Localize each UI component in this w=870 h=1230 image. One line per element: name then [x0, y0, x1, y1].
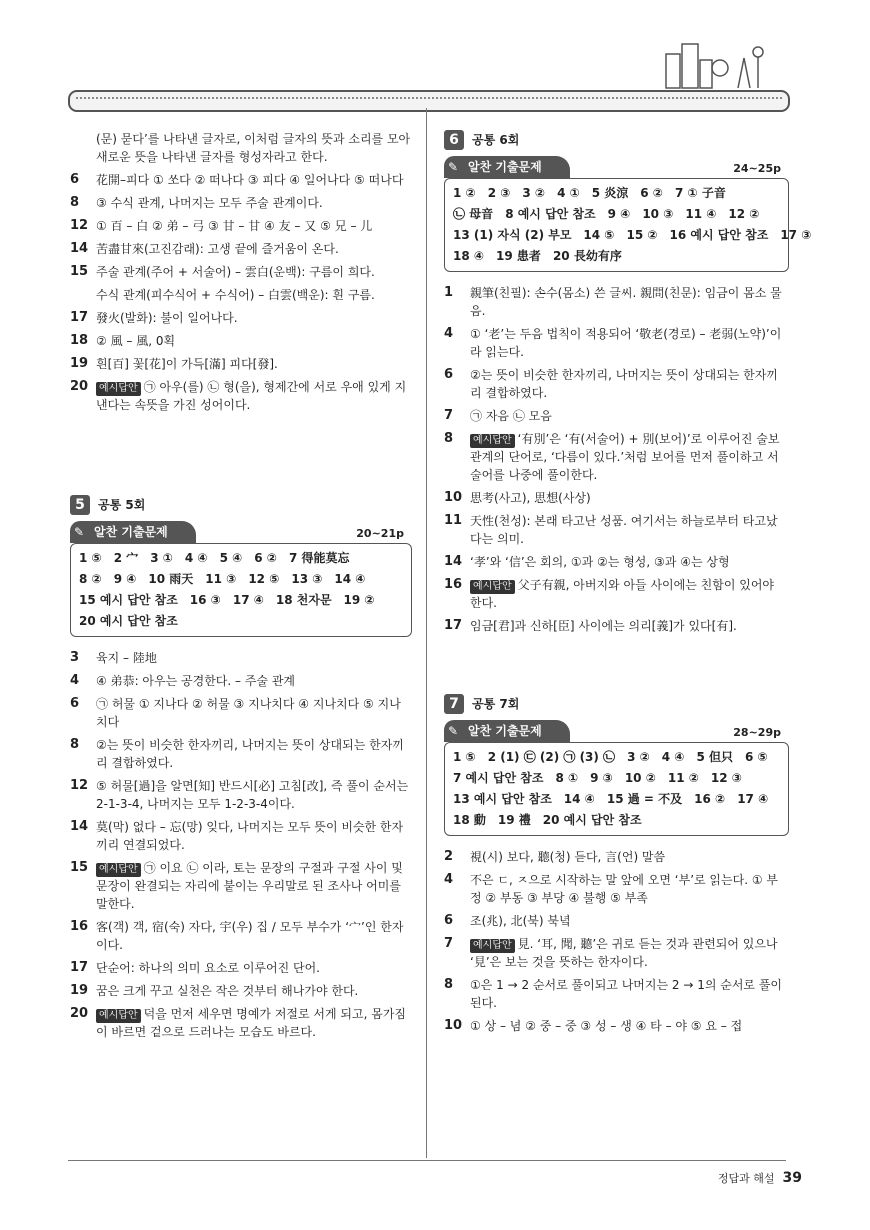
pencil-icon: ✎ — [448, 160, 459, 174]
answer-key-cell: 14 ④ — [563, 792, 595, 806]
answer-item: 12 ⑤ 허물[過]을 알면[知] 반드시[必] 고침[改], 즉 풀이 순서는 2-1-3-4, 나머지는 모두 1-2-3-4이다. — [70, 778, 409, 811]
answer-item: 6 ㉠ 허물 ① 지나다 ② 허물 ③ 지나치다 ④ 지나치다 ⑤ 지나치다 — [70, 696, 401, 729]
right-column — [444, 130, 812, 1040]
answer-key-cell: 15 ② — [626, 228, 658, 242]
answer-key-cell: 12 ⑤ — [248, 572, 280, 586]
answer-key-cell: 3 ② — [627, 750, 650, 764]
answer-key-cell: 16 ② — [694, 792, 726, 806]
answer-key-box — [444, 742, 789, 836]
section7-items — [444, 848, 789, 1035]
answer-item: 14 莫(막) 없다 – 忘(망) 잊다, 나머지는 모두 뜻이 비슷한 한자끼리 연결되었다. — [70, 819, 404, 852]
section-number: 7 — [444, 694, 464, 714]
page-number: 39 — [782, 1170, 802, 1186]
answer-item: 19 꿈은 크게 꾸고 실천은 작은 것부터 해나가야 한다. — [70, 983, 359, 998]
answer-box-tab: ✎ 알찬 기출문제 — [444, 156, 570, 178]
answer-item: 6 花開–피다 ① 쏘다 ② 떠나다 ③ 피다 ④ 일어나다 ⑤ 떠나다 — [70, 172, 404, 187]
answer-key-cell: 15 過 = 不及 — [606, 792, 683, 806]
answer-key-row — [79, 569, 403, 590]
section-label: 공통 7회 — [472, 697, 520, 711]
answer-box-header — [444, 720, 789, 742]
answer-key-box — [444, 178, 812, 272]
answer-key-row — [453, 768, 780, 789]
page-range: 24~25p — [733, 162, 781, 175]
answer-item: 11 天性(천성): 본래 타고난 성품. 여기서는 하늘로부터 타고났다는 의미. — [444, 513, 778, 546]
answer-key-cell: 17 ④ — [737, 792, 769, 806]
page-range: 28~29p — [733, 726, 781, 739]
section-label: 공통 5회 — [98, 498, 146, 512]
answer-key-cell: 5 ④ — [219, 551, 243, 565]
section-number: 6 — [444, 130, 464, 150]
item-continuation: 수식 관계(피수식어 + 수식어) – 白雲(백운): 흰 구름. — [96, 288, 375, 302]
example-answer-badge: 예시답안 — [470, 939, 515, 953]
answer-key-cell: 18 動 — [453, 813, 486, 827]
section5-items — [70, 649, 412, 1041]
answer-key-cell: 20 예시 답안 참조 — [542, 813, 642, 827]
answer-item: 16 예시답안 父子有親, 아버지와 아들 사이에는 친함이 있어야 한다. — [444, 577, 775, 610]
intro-text: (문) 묻다’를 나타낸 글자로, 이처럼 글자의 뜻과 소리를 모아 새로운 뜻을 나타낸 글자를 형성자라고 한다. — [96, 132, 411, 164]
answer-key-cell: 20 長幼有序 — [552, 249, 622, 263]
answer-key-cell: 1 ② — [453, 186, 476, 200]
answer-key-cell: 18 ④ — [453, 249, 485, 263]
answer-key-cell: 16 ③ — [189, 593, 221, 607]
answer-key-row — [79, 611, 403, 632]
answer-item: 14 ‘孝’와 ‘信’은 회의, ①과 ②는 형성, ③과 ④는 상형 — [444, 554, 730, 569]
section-title — [444, 130, 789, 150]
answer-key-cell: 7 예시 답안 참조 — [453, 771, 544, 785]
answer-key-cell: 1 ⑤ — [453, 750, 476, 764]
answer-key-cell: 9 ③ — [590, 771, 613, 785]
footer-label: 정답과 해설 — [717, 1172, 775, 1185]
example-answer-badge: 예시답안 — [96, 863, 141, 877]
answer-key-cell: 14 ④ — [334, 572, 366, 586]
answer-key-cell: 2 ③ — [487, 186, 511, 200]
section-label: 공통 6회 — [472, 133, 520, 147]
answer-key-cell: 15 예시 답안 참조 — [79, 593, 178, 607]
answer-box-tab: ✎ 알찬 기출문제 — [444, 720, 570, 742]
answer-key-cell: 3 ① — [150, 551, 173, 565]
section-title — [70, 495, 412, 515]
section6-items — [444, 284, 789, 635]
answer-item: 12 ① 百 – 白 ② 弟 – 弓 ③ 甘 – 甘 ④ 友 – 又 ⑤ 兄 – 儿 — [70, 218, 373, 233]
answer-key-cell: 8 ① — [555, 771, 579, 785]
answer-key-cell: 6 ② — [640, 186, 663, 200]
answer-key-cell: 17 ④ — [232, 593, 264, 607]
answer-item: 8 ①은 1 → 2 순서로 풀이되고 나머지는 2 → 1의 순서로 풀이된다. — [444, 977, 783, 1010]
answer-item: 4 ① ‘老’는 두음 법칙이 적용되어 ‘敬老(경로) – 老弱(노약)’이라 읽는다. — [444, 326, 782, 359]
answer-key-row — [453, 789, 780, 810]
answer-key-cell: 4 ④ — [184, 551, 208, 565]
answer-key-cell: 8 ② — [79, 572, 102, 586]
answer-key-row — [79, 590, 403, 611]
answer-key-cell: 18 천자문 — [275, 593, 332, 607]
answer-key-cell: 11 ④ — [685, 207, 717, 221]
answer-box-header — [70, 521, 412, 543]
answer-key-cell: 9 ④ — [113, 572, 137, 586]
answer-key-cell: 10 ③ — [642, 207, 674, 221]
answer-key-row — [453, 183, 780, 204]
answer-item: 4 ④ 弟恭: 아우는 공경한다. – 주술 관계 — [70, 673, 296, 688]
answer-key-cell: 6 ② — [254, 551, 277, 565]
answer-item: 10 ① 상 – 념 ② 중 – 중 ③ 성 – 생 ④ 타 – 야 ⑤ 요 – 접 — [444, 1018, 743, 1033]
answer-item: 17 發火(발화): 불이 일어나다. — [70, 310, 238, 325]
answer-item: 3 육지 – 陸地 — [70, 650, 157, 665]
answer-item: 4 不은 ㄷ, ㅈ으로 시작하는 말 앞에 오면 ‘부’로 읽는다. ① 부정 ② 부동 ③ 부당 ④ 불행 ⑤ 부족 — [444, 872, 779, 905]
answer-key-cell: 10 ② — [624, 771, 656, 785]
answer-key-cell: 4 ① — [557, 186, 580, 200]
footer — [718, 1170, 802, 1186]
example-answer-badge: 예시답안 — [470, 434, 515, 448]
section-title — [444, 694, 789, 714]
section4-items — [70, 171, 412, 373]
answer-item: 17 단순어: 하나의 의미 요소로 이루어진 단어. — [70, 960, 320, 975]
answer-key-row — [79, 548, 403, 569]
answer-key-row — [453, 225, 812, 246]
answer-key-cell: 6 ⑤ — [744, 750, 768, 764]
answer-item: 10 思考(사고), 思想(사상) — [444, 490, 591, 505]
section-number: 5 — [70, 495, 90, 515]
answer-key-box — [70, 543, 412, 637]
answer-item: 6 조(兆), 北(북) 북녘 — [444, 913, 571, 928]
answer-key-cell: 12 ② — [728, 207, 760, 221]
answer-key-cell: 3 ② — [522, 186, 546, 200]
answer-key-cell: 17 ③ — [780, 228, 812, 242]
pencil-icon: ✎ — [74, 525, 85, 539]
answer-key-row — [453, 810, 780, 831]
header-band — [68, 90, 790, 112]
answer-key-cell: 10 雨天 — [148, 572, 194, 586]
answer-key-cell: 13 ③ — [291, 572, 323, 586]
answer-key-cell: 11 ② — [667, 771, 699, 785]
answer-key-row — [453, 747, 780, 768]
answer-item: 16 客(객) 객, 宿(숙) 자다, 宇(우) 집 / 모두 부수가 ‘宀’인 한자이다. — [70, 919, 404, 952]
page-range: 20~21p — [356, 527, 404, 540]
answer-key-cell: 5 炎涼 — [591, 186, 629, 200]
answer-key-cell: 13 예시 답안 참조 — [453, 792, 552, 806]
answer-box-header — [444, 156, 789, 178]
answer-item: 15 주술 관계(주어 + 서술어) – 雲白(운백): 구름이 희다. — [70, 264, 375, 279]
left-column — [70, 130, 412, 1046]
answer-key-cell: 14 ⑤ — [583, 228, 615, 242]
answer-key-cell: 9 ④ — [607, 207, 631, 221]
answer-item: 14 苦盡甘來(고진감래): 고생 끝에 즐거움이 온다. — [70, 241, 339, 256]
pencil-icon: ✎ — [448, 724, 459, 738]
answer-key-cell: ㉡ 母音 — [453, 207, 494, 221]
answer-item: 15 예시답안 ㉠ 이요 ㉡ 이라, 토는 문장의 구절과 구절 사이 및 문장이 완결되는 자리에 붙이는 우리말로 된 조사나 어미를 말한다. — [70, 860, 403, 911]
answer-item: 6 ②는 뜻이 비슷한 한자끼리, 나머지는 뜻이 상대되는 한자끼리 결합하였다. — [444, 367, 778, 400]
answer-key-cell: 4 ④ — [661, 750, 685, 764]
answer-item: 7 ㉠ 자음 ㉡ 모음 — [444, 408, 552, 423]
answer-item: 17 임금[君]과 신하[臣] 사이에는 의리[義]가 있다[有]. — [444, 618, 737, 633]
answer-key-cell: 2 宀 — [113, 551, 139, 565]
answer-key-cell: 1 ⑤ — [79, 551, 102, 565]
example-answer-badge: 예시답안 — [96, 1009, 141, 1023]
answer-key-cell: 19 患者 — [496, 249, 541, 263]
answer-key-cell: 20 예시 답안 참조 — [79, 614, 178, 628]
answer-key-cell: 7 得能莫忘 — [288, 551, 350, 565]
answer-key-cell: 7 ① 子音 — [674, 186, 726, 200]
answer-item: 20 예시답안 덕을 먼저 세우면 명예가 저절로 서게 되고, 몸가짐이 바르면 겉으로 드러나는 모습도 바르다. — [70, 1006, 406, 1039]
answer-item: 20 예시답안 ㉠ 아우(를) ㉡ 형(을), 형제간에 서로 우애 있게 지낸다는 속뜻을 가진 성어이다. — [70, 379, 407, 412]
answer-item: 1 親筆(친필): 손수(몸소) 쓴 글씨. 親問(친문): 임금이 몸소 물음. — [444, 285, 782, 318]
answer-item: 2 視(시) 보다, 聽(청) 듣다, 言(언) 말씀 — [444, 849, 666, 864]
answer-item: 7 예시답안 見. ‘耳, 聞, 聽’은 귀로 듣는 것과 관련되어 있으나 ‘見’은 보는 것을 뜻하는 한자이다. — [444, 936, 778, 969]
answer-key-cell: 5 但只 — [696, 750, 733, 764]
answer-key-cell: 13 (1) 자식 (2) 부모 — [453, 228, 572, 242]
answer-item: 8 ②는 뜻이 비슷한 한자끼리, 나머지는 뜻이 상대되는 한자끼리 결합하였다. — [70, 737, 404, 770]
column-divider — [426, 108, 427, 1158]
answer-item: 8 예시답안 ‘有別’은 ‘有(서술어) + 別(보어)’로 이루어진 술보 관계의 단어로, ‘다름이 있다.’처럼 보어를 먼저 풀이하고 서술어를 나중에 풀이한다. — [444, 431, 780, 482]
answer-item: 18 ② 風 – 風, 0획 — [70, 333, 176, 348]
answer-key-row — [453, 246, 780, 267]
answer-item: 19 흰[百] 꽃[花]이 가득[滿] 피다[發]. — [70, 356, 278, 371]
answer-key-cell: 8 예시 답안 참조 — [505, 207, 596, 221]
answer-box-tab: ✎ 알찬 기출문제 — [70, 521, 196, 543]
answer-key-cell: 12 ③ — [710, 771, 742, 785]
answer-item: 8 ③ 수식 관계, 나머지는 모두 주술 관계이다. — [70, 195, 323, 210]
city-illustration — [660, 38, 770, 90]
example-answer-badge: 예시답안 — [470, 580, 515, 594]
answer-key-cell: 2 (1) ㉢ (2) ㉠ (3) ㉡ — [487, 750, 616, 764]
answer-key-cell: 19 ② — [343, 593, 375, 607]
example-answer-badge: 예시답안 — [96, 382, 141, 396]
answer-key-cell: 19 禮 — [497, 813, 531, 827]
answer-key-cell: 16 예시 답안 참조 — [669, 228, 769, 242]
footer-rule — [68, 1160, 786, 1161]
answer-key-row — [453, 204, 780, 225]
answer-key-cell: 11 ③ — [205, 572, 237, 586]
